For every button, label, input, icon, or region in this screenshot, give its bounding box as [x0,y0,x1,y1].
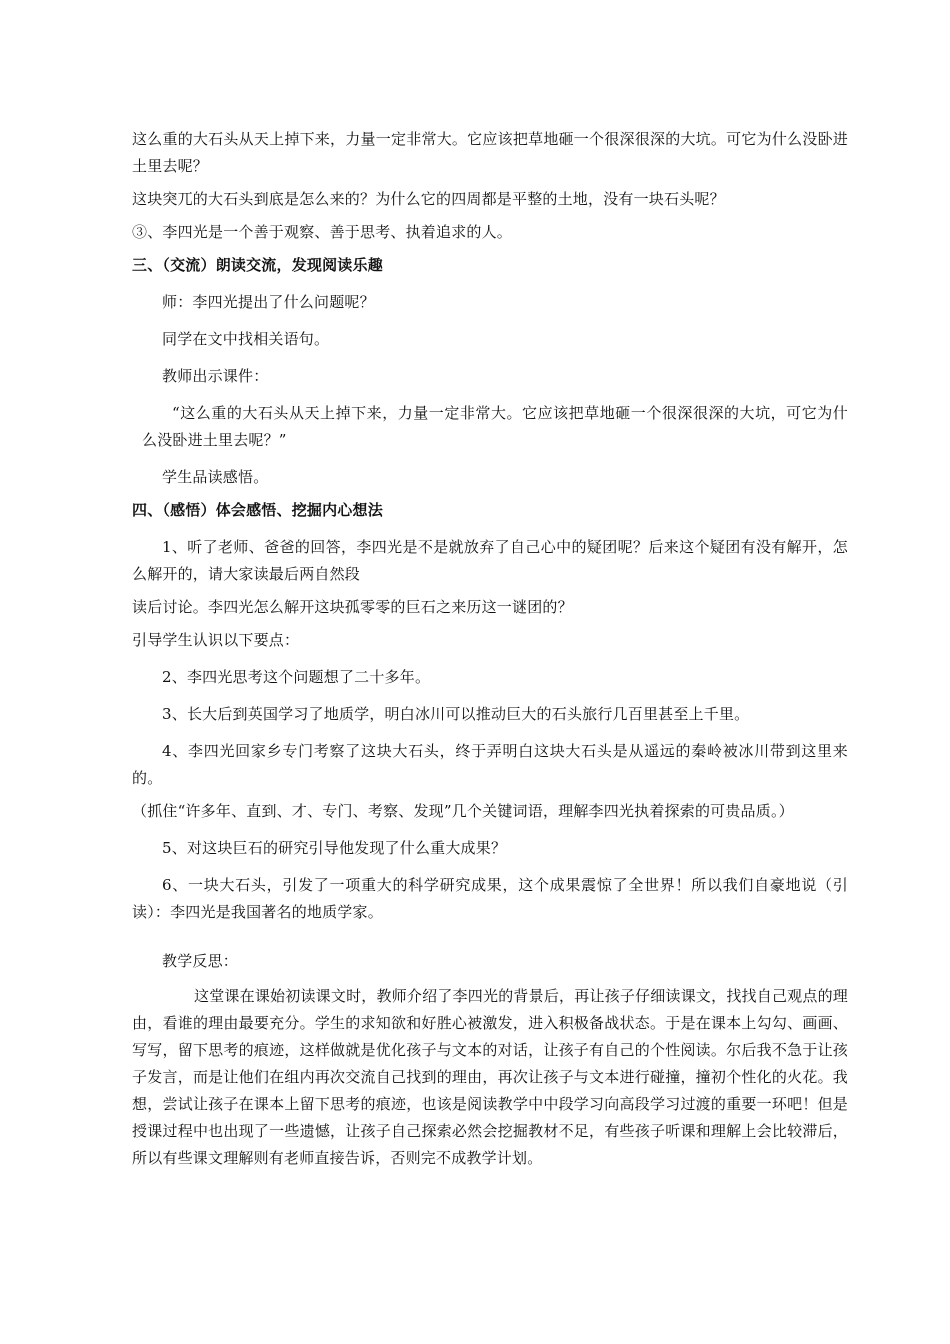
quoted-passage-block [132,400,848,454]
section-heading-3: 三、（交流）朗读交流，发现阅读乐趣 [132,256,383,274]
list-item-5: 5、对这块巨石的研究引导他发现了什么重大成果？ [162,839,507,857]
section-heading-4: 四、（感悟）体会感悟、挖掘内心想法 [132,501,383,519]
paragraph-question-1: 这么重的大石头从天上掉下来，力量一定非常大。它应该把草地砸一个很深很深的大坑。可它为什么没卧进土里去呢？ [132,130,848,175]
list-item-3: 3、长大后到英国学习了地质学，明白冰川可以推动巨大的石头旅行几百里甚至上千里。 [162,705,750,723]
student-reading: 学生品读感悟。 [162,468,269,486]
student-task: 同学在文中找相关语句。 [162,330,330,348]
reflection-body: 这堂课在课始初读课文时，教师介绍了李四光的背景后，再让孩子仔细读课文，找找自己观点的理由，看谁的理由最要充分。学生的求知欲和好胜心被激发，进入积极备战状态。于是在课本上勾勾、画画、写写，留下思考的痕迹，这样做就是优化孩子与文本的对话，让孩子有自己的个性阅读。尔后我不急于让孩子发言，而是让他们在组内再次交流自己找到的理由，再次让孩子与文本进行碰撞，撞初个性化的火花。我想，尝试让孩子在课本上留下思考的痕迹，也该是阅读教学中中段学习向高段学习过渡的重要一环吧！但是授课过程中也出现了一些遗憾，让孩子自己探索必然会挖掘教材不足，有些孩子听课和理解上会比较滞后，所以有些课文理解则有老师直接告诉，否则完不成教学计划。 [132,987,848,1167]
keyword-note: （抓住“许多年、直到、才、专门、考察、发现”几个关键词语，理解李四光执着探索的可贵品质。） [132,802,794,820]
discussion-prompt: 读后讨论。李四光怎么解开这块孤零零的巨石之来历这一谜团的？ [132,598,573,616]
teacher-question: 师：李四光提出了什么问题呢？ [162,293,375,311]
list-item-2: 2、李四光思考这个问题想了二十多年。 [162,668,431,686]
quoted-passage: “这么重的大石头从天上掉下来，力量一定非常大。它应该把草地砸一个很深很深的大坑，可它为什么没卧进土里去呢？” [142,404,848,449]
list-item-1: 1、听了老师、爸爸的回答，李四光是不是就放弃了自己心中的疑团呢？后来这个疑团有没有解开，怎么解开的，请大家读最后两自然段 [132,538,848,583]
reflection-title: 教学反思： [162,952,239,970]
courseware-intro: 教师出示课件： [162,367,269,385]
guidance-intro: 引导学生认识以下要点： [132,631,300,649]
list-item-4: 4、李四光回家乡专门考察了这块大石头，终于弄明白这块大石头是从遥远的秦岭被冰川带到这里来的。 [132,742,848,787]
paragraph-point-3: ③、李四光是一个善于观察、善于思考、执着追求的人。 [132,223,513,241]
list-item-6: 6、一块大石头，引发了一项重大的科学研究成果，这个成果震惊了全世界！所以我们自豪地说（引读）：李四光是我国著名的地质学家。 [132,876,848,921]
paragraph-question-2: 这块突兀的大石头到底是怎么来的？为什么它的四周都是平整的土地，没有一块石头呢？ [132,190,725,208]
document-body [132,126,848,1172]
